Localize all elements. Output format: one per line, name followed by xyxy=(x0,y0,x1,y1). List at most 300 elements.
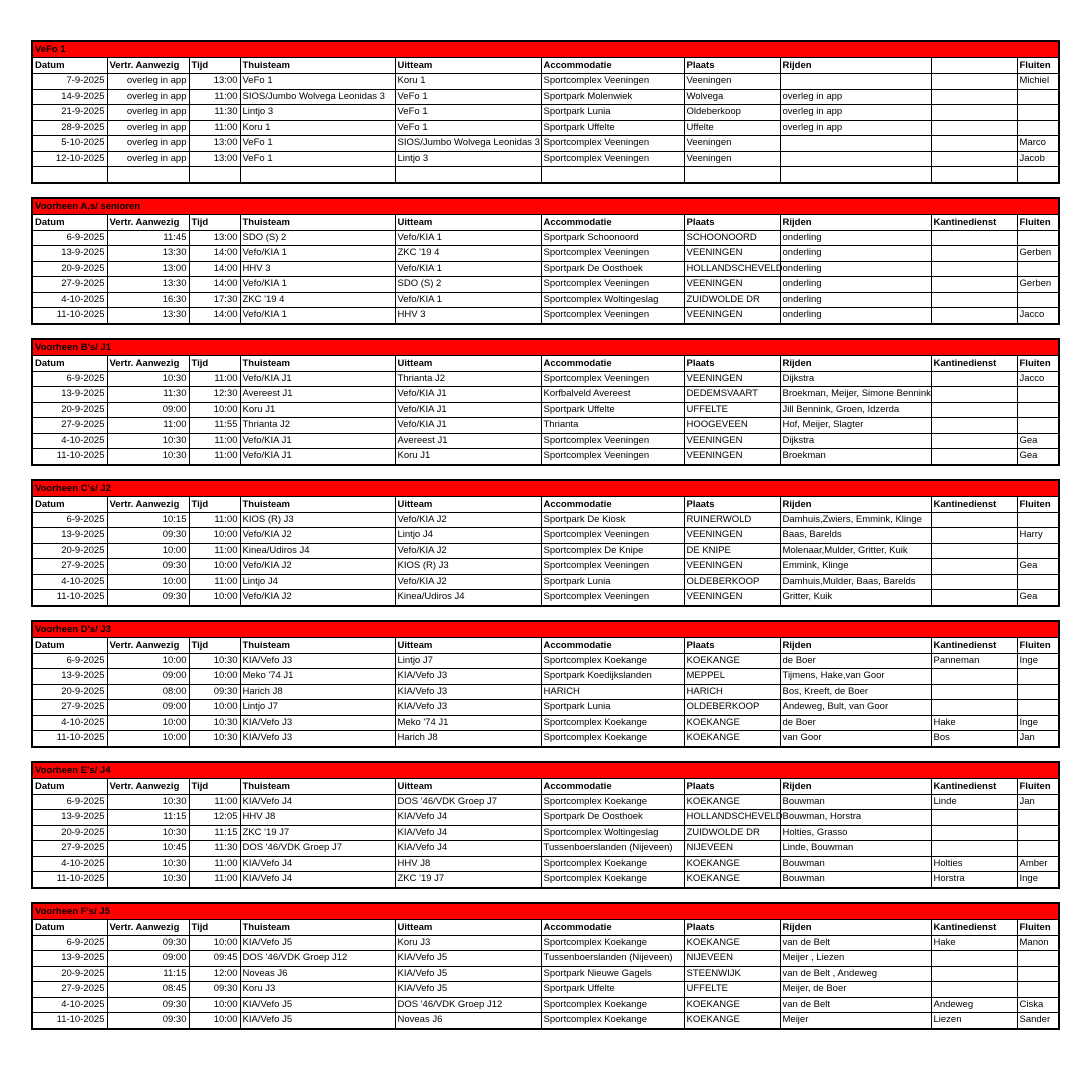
table-row xyxy=(33,89,1058,105)
table-row xyxy=(33,105,1058,121)
cell-kantinedienst xyxy=(931,700,1017,716)
cell-plaats: KOEKANGE xyxy=(684,715,780,731)
header-uitteam: Uitteam xyxy=(395,920,541,936)
cell-uitteam: Avereest J1 xyxy=(395,433,541,449)
cell-vertr-aanwezig: 09:00 xyxy=(107,402,189,418)
cell-accommodatie: Sportcomplex Koekange xyxy=(541,731,684,746)
cell-thuisteam: Lintjo 3 xyxy=(240,105,395,121)
header-tijd: Tijd xyxy=(189,638,240,654)
header-fluiten: Fluiten xyxy=(1017,356,1058,372)
cell-vertr-aanwezig: 11:45 xyxy=(107,230,189,246)
cell-kantinedienst xyxy=(931,246,1017,262)
cell-accommodatie: Sportcomplex Veeningen xyxy=(541,590,684,605)
header-vertr-aanwezig: Vertr. Aanwezig xyxy=(107,497,189,513)
cell-vertr-aanwezig: 09:00 xyxy=(107,951,189,967)
cell-uitteam: KIOS (R) J3 xyxy=(395,559,541,575)
cell-accommodatie: Sportcomplex Koekange xyxy=(541,997,684,1013)
cell-tijd: 14:00 xyxy=(189,277,240,293)
header-plaats: Plaats xyxy=(684,920,780,936)
header-kantinedienst: Kantinedienst xyxy=(931,920,1017,936)
cell-plaats: ZUIDWOLDE DR xyxy=(684,825,780,841)
cell-vertr-aanwezig: overleg in app xyxy=(107,136,189,152)
table-row xyxy=(33,136,1058,152)
cell-accommodatie: Sportpark De Oosthoek xyxy=(541,810,684,826)
cell-fluiten: Amber xyxy=(1017,856,1058,872)
cell-rijden: onderling xyxy=(780,308,931,323)
cell-fluiten: Gerben xyxy=(1017,277,1058,293)
header-row xyxy=(33,779,1058,795)
cell-datum: 4-10-2025 xyxy=(33,292,107,308)
cell-plaats: UFFELTE xyxy=(684,402,780,418)
cell-plaats xyxy=(684,167,780,182)
cell-accommodatie: Sportpark Uffelte xyxy=(541,120,684,136)
table-row xyxy=(33,825,1058,841)
cell-tijd: 11:00 xyxy=(189,120,240,136)
header-tijd: Tijd xyxy=(189,215,240,231)
cell-kantinedienst: Liezen xyxy=(931,1013,1017,1028)
cell-fluiten: Inge xyxy=(1017,653,1058,669)
cell-vertr-aanwezig: 10:00 xyxy=(107,574,189,590)
cell-uitteam: Lintjo J4 xyxy=(395,528,541,544)
cell-vertr-aanwezig: 10:00 xyxy=(107,715,189,731)
cell-fluiten: Gerben xyxy=(1017,246,1058,262)
cell-uitteam: Vefo/KIA J1 xyxy=(395,387,541,403)
cell-fluiten xyxy=(1017,825,1058,841)
cell-plaats: VEENINGEN xyxy=(684,449,780,464)
cell-vertr-aanwezig: 11:15 xyxy=(107,966,189,982)
cell-vertr-aanwezig: overleg in app xyxy=(107,120,189,136)
cell-accommodatie: Sportcomplex Koekange xyxy=(541,872,684,887)
cell-uitteam: Meko '74 J1 xyxy=(395,715,541,731)
cell-plaats: Oldeberkoop xyxy=(684,105,780,121)
cell-fluiten xyxy=(1017,966,1058,982)
cell-accommodatie: Sportcomplex Koekange xyxy=(541,653,684,669)
cell-datum: 6-9-2025 xyxy=(33,653,107,669)
cell-tijd: 10:30 xyxy=(189,653,240,669)
cell-kantinedienst xyxy=(931,167,1017,182)
cell-tijd xyxy=(189,167,240,182)
cell-plaats: UFFELTE xyxy=(684,982,780,998)
cell-plaats: MEPPEL xyxy=(684,669,780,685)
header-accommodatie: Accommodatie xyxy=(541,215,684,231)
cell-kantinedienst xyxy=(931,402,1017,418)
cell-vertr-aanwezig: 10:30 xyxy=(107,856,189,872)
cell-tijd: 14:00 xyxy=(189,308,240,323)
cell-uitteam xyxy=(395,167,541,182)
cell-datum: 13-9-2025 xyxy=(33,810,107,826)
table-row xyxy=(33,810,1058,826)
cell-kantinedienst: Panneman xyxy=(931,653,1017,669)
cell-fluiten xyxy=(1017,230,1058,246)
cell-thuisteam: Vefo/KIA J2 xyxy=(240,590,395,605)
cell-accommodatie: Sportcomplex Woltingeslag xyxy=(541,292,684,308)
cell-plaats: VEENINGEN xyxy=(684,246,780,262)
cell-accommodatie: Sportcomplex Koekange xyxy=(541,856,684,872)
header-vertr-aanwezig: Vertr. Aanwezig xyxy=(107,779,189,795)
cell-tijd: 11:00 xyxy=(189,872,240,887)
cell-plaats: Veeningen xyxy=(684,74,780,90)
cell-vertr-aanwezig: 13:00 xyxy=(107,261,189,277)
cell-rijden: onderling xyxy=(780,230,931,246)
table-row xyxy=(33,997,1058,1013)
cell-uitteam: Koru J3 xyxy=(395,935,541,951)
cell-plaats: NIJEVEEN xyxy=(684,841,780,857)
table-row xyxy=(33,1013,1058,1028)
cell-plaats: Veeningen xyxy=(684,151,780,167)
cell-fluiten xyxy=(1017,684,1058,700)
cell-plaats: VEENINGEN xyxy=(684,308,780,323)
cell-datum: 20-9-2025 xyxy=(33,261,107,277)
cell-vertr-aanwezig: 09:30 xyxy=(107,1013,189,1028)
cell-rijden: onderling xyxy=(780,246,931,262)
cell-rijden: onderling xyxy=(780,292,931,308)
cell-datum: 4-10-2025 xyxy=(33,715,107,731)
cell-kantinedienst xyxy=(931,74,1017,90)
cell-fluiten xyxy=(1017,120,1058,136)
cell-thuisteam: KIOS (R) J3 xyxy=(240,512,395,528)
header-thuisteam: Thuisteam xyxy=(240,356,395,372)
cell-rijden: Meijer, de Boer xyxy=(780,982,931,998)
cell-uitteam: KIA/Vefo J5 xyxy=(395,982,541,998)
cell-kantinedienst: Bos xyxy=(931,731,1017,746)
section-title: VeFo 1 xyxy=(33,42,1058,58)
cell-accommodatie: Tussenboerslanden (Nijeveen) xyxy=(541,951,684,967)
cell-kantinedienst: Linde xyxy=(931,794,1017,810)
header-uitteam: Uitteam xyxy=(395,779,541,795)
cell-uitteam: Koru 1 xyxy=(395,74,541,90)
section-title: Voorheen A,s/ senioren xyxy=(33,199,1058,215)
cell-plaats: RUINERWOLD xyxy=(684,512,780,528)
cell-vertr-aanwezig: overleg in app xyxy=(107,151,189,167)
header-vertr-aanwezig: Vertr. Aanwezig xyxy=(107,215,189,231)
cell-rijden: Jill Bennink, Groen, Idzerda xyxy=(780,402,931,418)
cell-uitteam: KIA/Vefo J4 xyxy=(395,810,541,826)
table-row xyxy=(33,559,1058,575)
cell-thuisteam: Vefo/KIA J2 xyxy=(240,559,395,575)
cell-tijd: 12:30 xyxy=(189,387,240,403)
cell-thuisteam: HHV 3 xyxy=(240,261,395,277)
cell-uitteam: Vefo/KIA J2 xyxy=(395,543,541,559)
header-thuisteam: Thuisteam xyxy=(240,920,395,936)
cell-thuisteam: SIOS/Jumbo Wolvega Leonidas 3 xyxy=(240,89,395,105)
cell-vertr-aanwezig: 09:30 xyxy=(107,997,189,1013)
cell-vertr-aanwezig: 09:30 xyxy=(107,590,189,605)
cell-accommodatie: Sportpark Lunia xyxy=(541,574,684,590)
cell-plaats: DEDEMSVAART xyxy=(684,387,780,403)
cell-uitteam: Harich J8 xyxy=(395,731,541,746)
cell-thuisteam: KIA/Vefo J5 xyxy=(240,935,395,951)
cell-vertr-aanwezig xyxy=(107,167,189,182)
cell-plaats: KOEKANGE xyxy=(684,872,780,887)
header-fluiten: Fluiten xyxy=(1017,638,1058,654)
cell-vertr-aanwezig: overleg in app xyxy=(107,74,189,90)
header-thuisteam: Thuisteam xyxy=(240,215,395,231)
header-vertr-aanwezig: Vertr. Aanwezig xyxy=(107,356,189,372)
cell-datum: 6-9-2025 xyxy=(33,512,107,528)
cell-accommodatie: Sportpark Nieuwe Gagels xyxy=(541,966,684,982)
cell-vertr-aanwezig: 16:30 xyxy=(107,292,189,308)
cell-kantinedienst: Horstra xyxy=(931,872,1017,887)
cell-thuisteam: Vefo/KIA J1 xyxy=(240,449,395,464)
header-fluiten: Fluiten xyxy=(1017,497,1058,513)
cell-tijd: 09:30 xyxy=(189,684,240,700)
cell-thuisteam: Noveas J6 xyxy=(240,966,395,982)
cell-tijd: 09:45 xyxy=(189,951,240,967)
cell-fluiten: Gea xyxy=(1019,450,1038,461)
cell-rijden: overleg in app xyxy=(780,105,931,121)
cell-thuisteam: ZKC '19 J7 xyxy=(240,825,395,841)
cell-rijden: Bouwman xyxy=(780,856,931,872)
cell-accommodatie: Sportcomplex Veeningen xyxy=(541,277,684,293)
section-block xyxy=(31,40,1060,184)
cell-vertr-aanwezig: 10:30 xyxy=(107,371,189,387)
cell-accommodatie: Thrianta xyxy=(541,418,684,434)
cell-fluiten: Manon xyxy=(1017,935,1058,951)
cell-accommodatie: Sportcomplex Veeningen xyxy=(541,74,684,90)
cell-rijden: overleg in app xyxy=(780,120,931,136)
cell-fluiten xyxy=(1017,512,1058,528)
cell-datum: 13-9-2025 xyxy=(33,528,107,544)
cell-rijden: Linde, Bouwman xyxy=(780,841,931,857)
cell-kantinedienst xyxy=(931,308,1017,323)
cell-vertr-aanwezig: overleg in app xyxy=(107,89,189,105)
header-row xyxy=(33,58,1058,74)
cell-rijden: Holties, Grasso xyxy=(780,825,931,841)
cell-rijden: Gritter, Kuik xyxy=(780,590,931,605)
cell-uitteam: Kinea/Udiros J4 xyxy=(395,590,541,605)
cell-tijd: 13:00 xyxy=(189,151,240,167)
cell-uitteam: Lintjo J7 xyxy=(395,653,541,669)
header-thuisteam: Thuisteam xyxy=(240,58,395,74)
header-accommodatie: Accommodatie xyxy=(541,920,684,936)
cell-fluiten xyxy=(1017,543,1058,559)
cell-rijden: van de Belt xyxy=(780,997,931,1013)
cell-uitteam: Vefo/KIA J1 xyxy=(395,402,541,418)
cell-accommodatie: Sportpark Uffelte xyxy=(541,402,684,418)
cell-vertr-aanwezig: 10:00 xyxy=(107,543,189,559)
cell-tijd: 11:00 xyxy=(189,449,240,464)
cell-rijden: Hof, Meijer, Slagter xyxy=(780,418,931,434)
cell-tijd: 11:30 xyxy=(189,841,240,857)
cell-uitteam: Thrianta J2 xyxy=(395,371,541,387)
cell-plaats: DE KNIPE xyxy=(684,543,780,559)
cell-thuisteam: KIA/Vefo J3 xyxy=(240,731,395,746)
cell-tijd: 11:00 xyxy=(189,543,240,559)
cell-kantinedienst xyxy=(931,951,1017,967)
cell-uitteam: Noveas J6 xyxy=(395,1013,541,1028)
cell-uitteam: SDO (S) 2 xyxy=(395,277,541,293)
section-block xyxy=(31,620,1060,748)
cell-rijden: Damhuis,Zwiers, Emmink, Klinge xyxy=(780,512,931,528)
cell-accommodatie: Sportcomplex Veeningen xyxy=(541,449,684,464)
table-row xyxy=(33,308,1058,323)
cell-vertr-aanwezig: 10:00 xyxy=(107,731,189,746)
cell-tijd: 11:00 xyxy=(189,89,240,105)
cell-vertr-aanwezig: 09:30 xyxy=(107,935,189,951)
section-block xyxy=(31,197,1060,325)
cell-fluiten xyxy=(1017,402,1058,418)
cell-vertr-aanwezig: 11:00 xyxy=(107,418,189,434)
header-accommodatie: Accommodatie xyxy=(541,638,684,654)
cell-fluiten: Marco xyxy=(1017,136,1058,152)
cell-uitteam: Vefo/KIA J2 xyxy=(395,512,541,528)
cell-plaats: KOEKANGE xyxy=(684,731,780,746)
cell-tijd: 11:00 xyxy=(189,371,240,387)
cell-rijden: onderling xyxy=(780,261,931,277)
cell-rijden: Andeweg, Bult, van Goor xyxy=(780,700,931,716)
cell-datum: 27-9-2025 xyxy=(33,559,107,575)
header-plaats: Plaats xyxy=(684,638,780,654)
table-row xyxy=(33,433,1058,449)
cell-accommodatie: HARICH xyxy=(541,684,684,700)
cell-kantinedienst xyxy=(931,825,1017,841)
table-row xyxy=(33,261,1058,277)
header-datum: Datum xyxy=(33,779,107,795)
header-fluiten: Fluiten xyxy=(1017,779,1058,795)
cell-accommodatie: Sportcomplex Koekange xyxy=(541,935,684,951)
cell-tijd: 13:00 xyxy=(189,136,240,152)
cell-vertr-aanwezig: 13:30 xyxy=(107,277,189,293)
cell-plaats: Wolvega xyxy=(684,89,780,105)
cell-rijden: Baas, Barelds xyxy=(780,528,931,544)
table-row xyxy=(33,230,1058,246)
header-accommodatie: Accommodatie xyxy=(541,356,684,372)
header-fluiten: Fluiten xyxy=(1017,58,1058,74)
cell-fluiten: Jacco xyxy=(1019,309,1045,320)
cell-vertr-aanwezig: 10:30 xyxy=(107,825,189,841)
cell-plaats: KOEKANGE xyxy=(684,1013,780,1028)
cell-tijd: 09:30 xyxy=(189,982,240,998)
cell-accommodatie: Tussenboerslanden (Nijeveen) xyxy=(541,841,684,857)
cell-datum: 12-10-2025 xyxy=(33,151,107,167)
cell-fluiten xyxy=(1017,841,1058,857)
table-row xyxy=(33,74,1058,90)
cell-accommodatie: Sportcomplex Veeningen xyxy=(541,136,684,152)
cell-rijden: onderling xyxy=(780,277,931,293)
cell-thuisteam: Vefo/KIA 1 xyxy=(240,277,395,293)
cell-rijden: Broekman, Meijer, Simone Bennink xyxy=(780,387,931,403)
table-row xyxy=(33,669,1058,685)
table-row xyxy=(33,292,1058,308)
cell-tijd: 11:15 xyxy=(189,825,240,841)
cell-fluiten: Jacob xyxy=(1017,151,1058,167)
cell-datum: 28-9-2025 xyxy=(33,120,107,136)
cell-rijden: de Boer xyxy=(780,715,931,731)
cell-tijd: 14:00 xyxy=(189,246,240,262)
cell-datum: 11-10-2025 xyxy=(33,449,107,464)
cell-kantinedienst xyxy=(931,669,1017,685)
cell-tijd: 10:00 xyxy=(189,669,240,685)
section-title: Voorheen C's/ J2 xyxy=(33,481,1058,497)
cell-fluiten: Gea xyxy=(1017,559,1058,575)
cell-kantinedienst xyxy=(931,841,1017,857)
header-plaats: Plaats xyxy=(684,58,780,74)
cell-plaats: VEENINGEN xyxy=(684,590,780,605)
cell-rijden: de Boer xyxy=(780,653,931,669)
cell-uitteam: DOS '46/VDK Groep J7 xyxy=(395,794,541,810)
header-kantinedienst: Kantinedienst xyxy=(931,356,1017,372)
cell-plaats: VEENINGEN xyxy=(684,433,780,449)
cell-kantinedienst xyxy=(931,574,1017,590)
header-rijden: Rijden xyxy=(780,356,931,372)
cell-rijden xyxy=(780,136,931,152)
cell-thuisteam: Koru 1 xyxy=(240,120,395,136)
cell-tijd: 11:55 xyxy=(189,418,240,434)
header-fluiten: Fluiten xyxy=(1017,215,1058,231)
cell-uitteam: KIA/Vefo J3 xyxy=(395,669,541,685)
cell-uitteam: VeFo 1 xyxy=(395,105,541,121)
cell-fluiten xyxy=(1017,418,1058,434)
cell-fluiten xyxy=(1017,700,1058,716)
cell-vertr-aanwezig: 08:00 xyxy=(107,684,189,700)
cell-rijden: van Goor xyxy=(780,731,931,746)
cell-tijd: 10:00 xyxy=(189,700,240,716)
cell-rijden: Molenaar,Mulder, Gritter, Kuik xyxy=(780,543,931,559)
cell-fluiten: Jan xyxy=(1017,794,1058,810)
cell-kantinedienst xyxy=(931,89,1017,105)
schedule-table xyxy=(33,638,1058,746)
header-uitteam: Uitteam xyxy=(395,638,541,654)
cell-thuisteam: Lintjo J7 xyxy=(240,700,395,716)
schedule-table xyxy=(33,779,1058,887)
cell-plaats: HARICH xyxy=(684,684,780,700)
cell-thuisteam: KIA/Vefo J4 xyxy=(240,872,395,887)
cell-kantinedienst xyxy=(931,136,1017,152)
cell-tijd: 11:30 xyxy=(189,105,240,121)
cell-fluiten xyxy=(1017,951,1058,967)
table-row xyxy=(33,841,1058,857)
cell-kantinedienst xyxy=(931,277,1017,293)
header-vertr-aanwezig: Vertr. Aanwezig xyxy=(107,920,189,936)
cell-kantinedienst: Andeweg xyxy=(931,997,1017,1013)
cell-thuisteam: Koru J1 xyxy=(240,402,395,418)
cell-thuisteam: Harich J8 xyxy=(240,684,395,700)
cell-datum: 6-9-2025 xyxy=(33,371,107,387)
cell-tijd: 12:05 xyxy=(189,810,240,826)
table-row xyxy=(33,653,1058,669)
cell-rijden: van de Belt , Andeweg xyxy=(780,966,931,982)
cell-fluiten: Inge xyxy=(1019,873,1038,884)
cell-accommodatie: Sportpark De Kiosk xyxy=(541,512,684,528)
cell-fluiten: Inge xyxy=(1017,715,1058,731)
cell-datum: 13-9-2025 xyxy=(33,669,107,685)
cell-datum: 13-9-2025 xyxy=(33,387,107,403)
cell-plaats: KOEKANGE xyxy=(684,856,780,872)
cell-vertr-aanwezig: 11:30 xyxy=(107,387,189,403)
table-row xyxy=(33,371,1058,387)
cell-plaats: HOLLANDSCHEVELD xyxy=(684,261,780,277)
cell-vertr-aanwezig: 09:30 xyxy=(107,559,189,575)
cell-datum: 20-9-2025 xyxy=(33,684,107,700)
cell-kantinedienst xyxy=(931,292,1017,308)
header-uitteam: Uitteam xyxy=(395,356,541,372)
header-kantinedienst: Kantinedienst xyxy=(931,215,1017,231)
cell-accommodatie: Sportcomplex Veeningen xyxy=(541,308,684,323)
cell-datum: 21-9-2025 xyxy=(33,105,107,121)
cell-kantinedienst xyxy=(931,151,1017,167)
cell-thuisteam: Thrianta J2 xyxy=(240,418,395,434)
cell-thuisteam: KIA/Vefo J5 xyxy=(240,1013,395,1028)
header-rijden: Rijden xyxy=(780,215,931,231)
table-row xyxy=(33,543,1058,559)
cell-vertr-aanwezig: overleg in app xyxy=(107,105,189,121)
header-accommodatie: Accommodatie xyxy=(541,497,684,513)
cell-uitteam: VeFo 1 xyxy=(395,89,541,105)
cell-tijd: 11:00 xyxy=(189,512,240,528)
table-row xyxy=(33,715,1058,731)
header-datum: Datum xyxy=(33,356,107,372)
cell-plaats: SCHOONOORD xyxy=(684,230,780,246)
